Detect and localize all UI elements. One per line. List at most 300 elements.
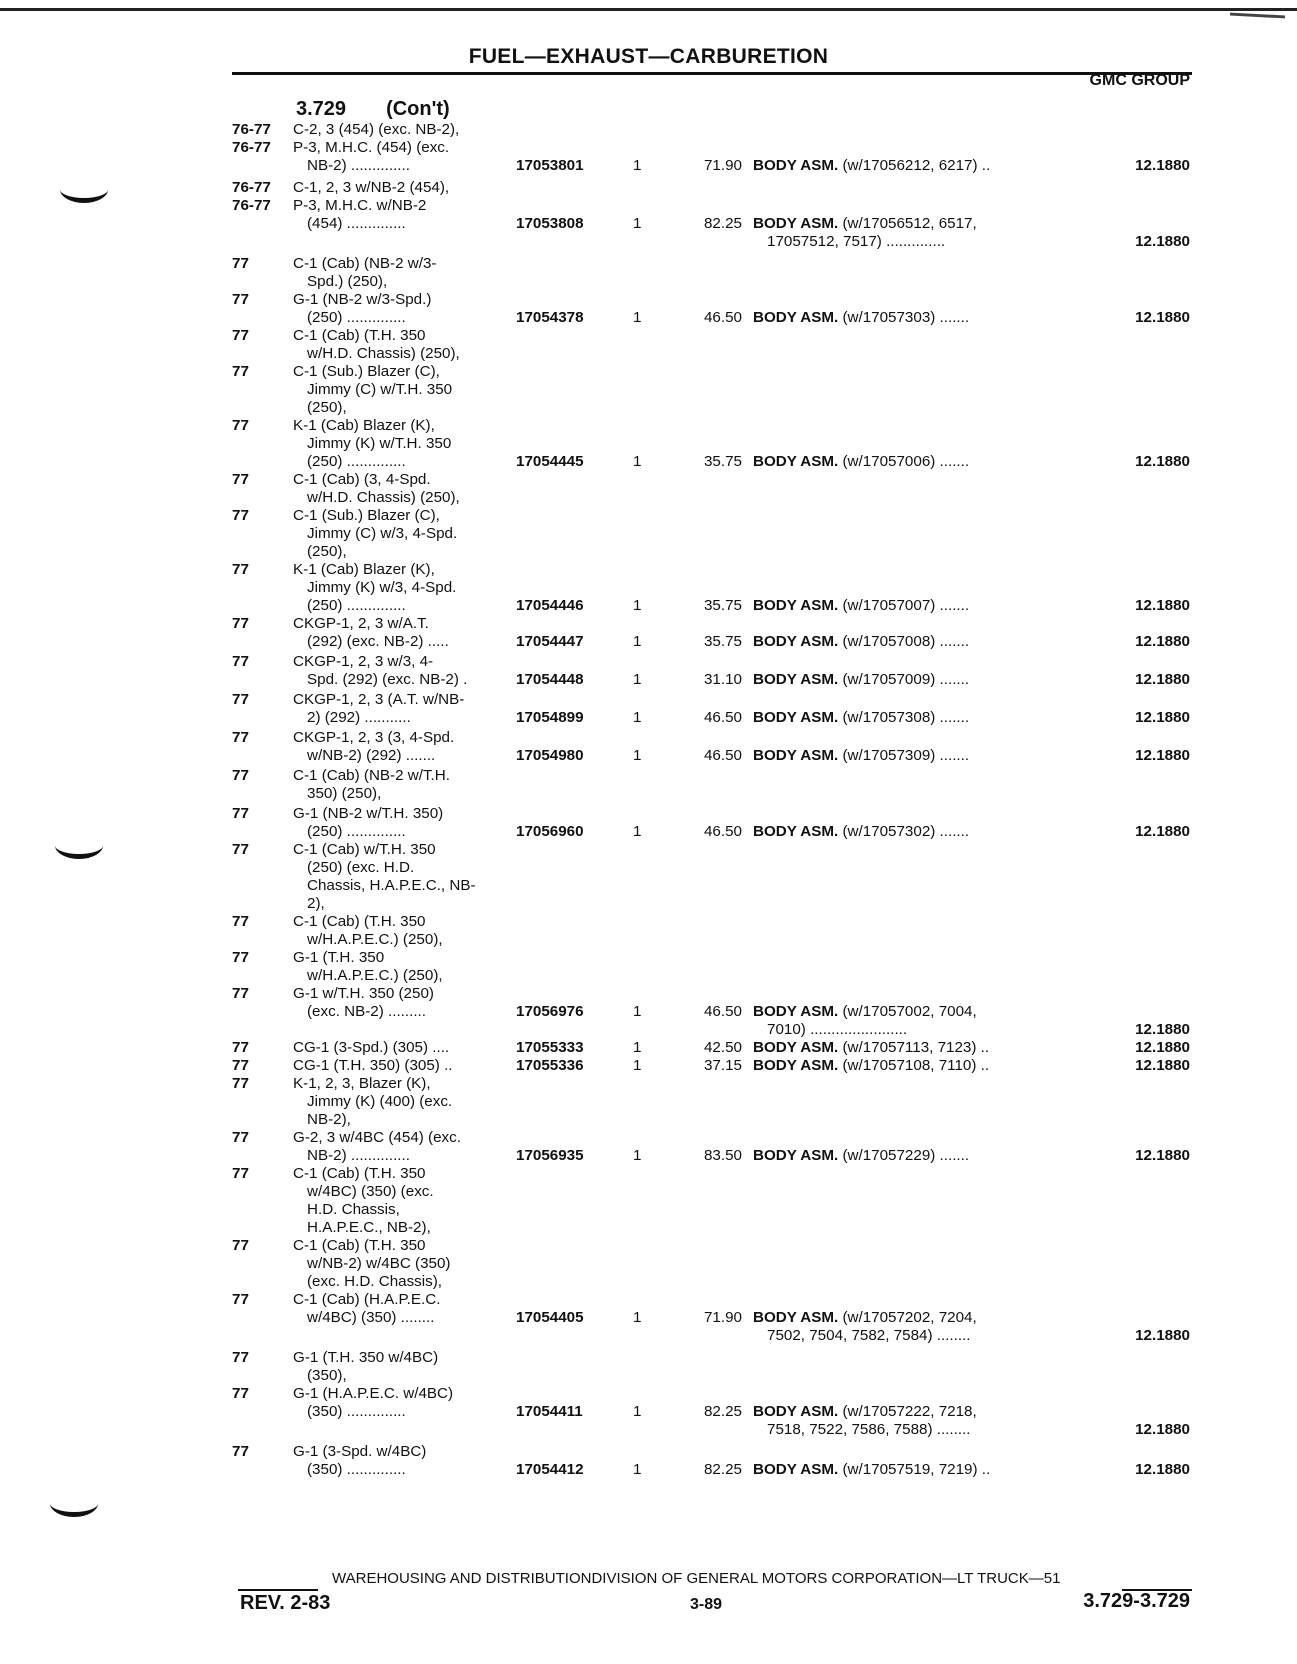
quantity: 1	[633, 709, 642, 726]
table-row	[0, 363, 1297, 381]
table-row	[0, 805, 1297, 823]
description-title: BODY ASM.	[753, 1147, 839, 1164]
table-row	[0, 785, 1297, 803]
description-detail: (w/17057222, 7218,	[838, 1403, 977, 1420]
application: C-1 (Sub.) Blazer (C),	[293, 507, 440, 524]
model-year: 77	[232, 1291, 249, 1308]
application: Jimmy (K) (400) (exc.	[307, 1093, 453, 1110]
application: P-3, M.H.C. w/NB-2	[293, 197, 427, 214]
description	[753, 1461, 990, 1479]
table-row	[0, 597, 1297, 615]
model-year: 77	[232, 1349, 249, 1366]
group-number: 12.1880	[1135, 747, 1190, 764]
table-row	[0, 967, 1297, 985]
table-row	[0, 1057, 1297, 1075]
part-number: 17054445	[516, 453, 584, 470]
application: C-1 (Cab) w/T.H. 350	[293, 841, 436, 858]
model-year: 77	[232, 417, 249, 434]
scan-edge-mark	[1230, 13, 1285, 19]
application: G-1 (H.A.P.E.C. w/4BC)	[293, 1385, 454, 1402]
description-title: BODY ASM.	[753, 1461, 839, 1478]
application: C-1, 2, 3 w/NB-2 (454),	[293, 179, 450, 196]
part-number: 17054405	[516, 1309, 584, 1326]
description	[753, 157, 990, 175]
model-year: 77	[232, 767, 249, 784]
application: G-1 (NB-2 w/3-Spd.)	[293, 291, 432, 308]
table-row	[0, 931, 1297, 949]
quantity: 1	[633, 1403, 642, 1420]
table-row	[0, 1385, 1297, 1403]
application: G-1 (3-Spd. w/4BC)	[293, 1443, 427, 1460]
model-year: 77	[232, 561, 249, 578]
section-continued: (Con't)	[386, 98, 450, 120]
description-detail: (w/17057229) .......	[838, 1147, 970, 1164]
table-row	[0, 1039, 1297, 1057]
application: NB-2),	[307, 1111, 351, 1128]
application: (250) (exc. H.D.	[307, 859, 415, 876]
application: (350) ..............	[307, 1403, 406, 1420]
table-row	[0, 841, 1297, 859]
part-number: 17053801	[516, 157, 584, 174]
application: C-1 (Cab) (T.H. 350	[293, 913, 426, 930]
model-year: 77	[232, 985, 249, 1002]
description-title: BODY ASM.	[753, 1039, 839, 1056]
price: 46.50	[703, 309, 742, 326]
description	[753, 215, 977, 233]
page-number: 3-89	[690, 1596, 723, 1613]
table-row	[0, 1309, 1297, 1327]
application: Spd.) (250),	[307, 273, 388, 290]
quantity: 1	[633, 1309, 642, 1326]
price: 71.90	[703, 157, 742, 174]
application: CKGP-1, 2, 3 w/3, 4-	[293, 653, 434, 670]
description-title: BODY ASM.	[753, 747, 839, 764]
group-number: 12.1880	[1135, 1147, 1190, 1164]
application: 2) (292) ...........	[307, 709, 411, 726]
description	[767, 1421, 971, 1439]
quantity: 1	[633, 1147, 642, 1164]
model-year: 77	[232, 615, 249, 632]
part-number: 17056976	[516, 1003, 584, 1020]
price: 31.10	[703, 671, 742, 688]
price: 46.50	[703, 747, 742, 764]
application: w/4BC) (350) ........	[307, 1309, 435, 1326]
table-row	[0, 877, 1297, 895]
application: G-1 (T.H. 350	[293, 949, 385, 966]
part-number: 17054378	[516, 309, 584, 326]
table-row	[0, 1111, 1297, 1129]
application: (250) ..............	[307, 453, 406, 470]
model-year: 76-77	[232, 179, 271, 196]
quantity: 1	[633, 1039, 642, 1056]
model-year: 77	[232, 363, 249, 380]
table-row	[0, 1237, 1297, 1255]
table-row	[0, 1421, 1297, 1439]
quantity: 1	[633, 671, 642, 688]
table-row	[0, 381, 1297, 399]
application: C-1 (Cab) (H.A.P.E.C.	[293, 1291, 441, 1308]
footer-publisher: WAREHOUSING AND DISTRIBUTIONDIVISION OF GENERAL MOTORS CORPORATION—LT TRUCK—51	[332, 1570, 1061, 1587]
application: K-1 (Cab) Blazer (K),	[293, 561, 435, 578]
description-title: BODY ASM.	[753, 453, 839, 470]
description-title: BODY ASM.	[753, 215, 839, 232]
application: C-1 (Cab) (NB-2 w/T.H.	[293, 767, 450, 784]
description-detail: (w/17057302) .......	[838, 823, 970, 840]
description	[753, 633, 969, 651]
table-row	[0, 1021, 1297, 1039]
description-detail: 17057512, 7517) ..............	[767, 233, 946, 250]
group-number: 12.1880	[1135, 233, 1190, 250]
application: G-1 (NB-2 w/T.H. 350)	[293, 805, 444, 822]
price: 82.25	[703, 1461, 742, 1478]
description	[753, 1309, 977, 1327]
application: (292) (exc. NB-2) .....	[307, 633, 449, 650]
part-number: 17055336	[516, 1057, 584, 1074]
quantity: 1	[633, 453, 642, 470]
table-row	[0, 633, 1297, 651]
description-title: BODY ASM.	[753, 1003, 839, 1020]
table-row	[0, 399, 1297, 417]
footer-rule-left	[238, 1589, 318, 1591]
description-title: BODY ASM.	[753, 1403, 839, 1420]
model-year: 77	[232, 913, 249, 930]
application: (250) ..............	[307, 823, 406, 840]
model-year: 77	[232, 1165, 249, 1182]
model-year: 77	[232, 327, 249, 344]
quantity: 1	[633, 597, 642, 614]
description	[753, 1403, 977, 1421]
description	[753, 823, 969, 841]
description-detail: (w/17057009) .......	[838, 671, 970, 688]
header-rule	[232, 72, 1192, 75]
model-year: 77	[232, 949, 249, 966]
application: w/H.A.P.E.C.) (250),	[307, 931, 443, 948]
table-row	[0, 309, 1297, 327]
group-number: 12.1880	[1135, 1039, 1190, 1056]
price: 82.25	[703, 1403, 742, 1420]
description-detail: (w/17056512, 6517,	[838, 215, 977, 232]
application: w/H.D. Chassis) (250),	[307, 345, 460, 362]
part-number: 17054980	[516, 747, 584, 764]
table-row	[0, 1367, 1297, 1385]
application: CKGP-1, 2, 3 (A.T. w/NB-	[293, 691, 465, 708]
application: K-1, 2, 3, Blazer (K),	[293, 1075, 431, 1092]
model-year: 77	[232, 691, 249, 708]
description-detail: (w/17057006) .......	[838, 453, 970, 470]
price: 37.15	[703, 1057, 742, 1074]
table-row	[0, 859, 1297, 877]
application: 350) (250),	[307, 785, 382, 802]
application: (350),	[307, 1367, 347, 1384]
description-title: BODY ASM.	[753, 823, 839, 840]
description	[753, 597, 969, 615]
model-year: 77	[232, 1385, 249, 1402]
description	[753, 309, 969, 327]
table-row	[0, 233, 1297, 251]
table-row	[0, 1461, 1297, 1479]
group-number: 12.1880	[1135, 1327, 1190, 1344]
group-number: 12.1880	[1135, 1021, 1190, 1038]
table-row	[0, 1327, 1297, 1345]
table-row	[0, 327, 1297, 345]
application: w/NB-2) w/4BC (350)	[307, 1255, 451, 1272]
table-row	[0, 525, 1297, 543]
table-row	[0, 615, 1297, 633]
application: Chassis, H.A.P.E.C., NB-	[307, 877, 476, 894]
group-label: GMC GROUP	[1089, 72, 1190, 89]
model-year: 76-77	[232, 197, 271, 214]
description-detail: (w/17057202, 7204,	[838, 1309, 977, 1326]
table-row	[0, 1165, 1297, 1183]
quantity: 1	[633, 215, 642, 232]
application: C-2, 3 (454) (exc. NB-2),	[293, 121, 460, 138]
table-row	[0, 1291, 1297, 1309]
group-number: 12.1880	[1135, 1461, 1190, 1478]
model-year: 77	[232, 1039, 249, 1056]
table-row	[0, 1129, 1297, 1147]
description-detail: (w/17057519, 7219) ..	[838, 1461, 991, 1478]
group-number: 12.1880	[1135, 157, 1190, 174]
table-row	[0, 1219, 1297, 1237]
application: w/H.D. Chassis) (250),	[307, 489, 460, 506]
application: K-1 (Cab) Blazer (K),	[293, 417, 435, 434]
description	[753, 453, 969, 471]
price: 35.75	[703, 633, 742, 650]
table-row	[0, 291, 1297, 309]
application: CG-1 (T.H. 350) (305) ..	[293, 1057, 453, 1074]
table-row	[0, 1147, 1297, 1165]
section-heading	[296, 98, 450, 121]
section-number: 3.729	[296, 98, 347, 120]
price: 82.25	[703, 215, 742, 232]
table-row	[0, 179, 1297, 197]
table-row	[0, 157, 1297, 175]
model-year: 77	[232, 805, 249, 822]
model-year: 77	[232, 841, 249, 858]
application: (exc. NB-2) .........	[307, 1003, 426, 1020]
application: Jimmy (K) w/T.H. 350	[307, 435, 452, 452]
model-year: 77	[232, 1129, 249, 1146]
application: (exc. H.D. Chassis),	[307, 1273, 443, 1290]
table-row	[0, 1255, 1297, 1273]
table-row	[0, 1003, 1297, 1021]
table-row	[0, 273, 1297, 291]
table-row	[0, 1183, 1297, 1201]
table-row	[0, 543, 1297, 561]
table-row	[0, 489, 1297, 507]
description	[753, 671, 969, 689]
table-row	[0, 121, 1297, 139]
application: NB-2) ..............	[307, 157, 410, 174]
table-row	[0, 507, 1297, 525]
description	[753, 1039, 989, 1057]
table-row	[0, 949, 1297, 967]
table-row	[0, 139, 1297, 157]
group-number: 12.1880	[1135, 633, 1190, 650]
application: w/4BC) (350) (exc.	[307, 1183, 434, 1200]
description-detail: (w/17057002, 7004,	[838, 1003, 977, 1020]
application: Jimmy (C) w/3, 4-Spd.	[307, 525, 458, 542]
application: H.D. Chassis,	[307, 1201, 400, 1218]
table-row	[0, 453, 1297, 471]
table-row	[0, 345, 1297, 363]
application: CKGP-1, 2, 3 w/A.T.	[293, 615, 429, 632]
application: H.A.P.E.C., NB-2),	[307, 1219, 431, 1236]
table-row	[0, 1273, 1297, 1291]
application: CKGP-1, 2, 3 (3, 4-Spd.	[293, 729, 455, 746]
table-row	[0, 691, 1297, 709]
quantity: 1	[633, 1003, 642, 1020]
application: (250),	[307, 543, 347, 560]
model-year: 77	[232, 1057, 249, 1074]
part-number: 17054411	[516, 1403, 583, 1420]
model-year: 76-77	[232, 139, 271, 156]
model-year: 77	[232, 255, 249, 272]
description-title: BODY ASM.	[753, 709, 839, 726]
price: 35.75	[703, 453, 742, 470]
application: G-1 (T.H. 350 w/4BC)	[293, 1349, 439, 1366]
description-detail: (w/17056212, 6217) ..	[838, 157, 991, 174]
part-number: 17055333	[516, 1039, 584, 1056]
description-title: BODY ASM.	[753, 309, 839, 326]
table-row	[0, 255, 1297, 273]
scan-edge-line	[0, 8, 1297, 11]
table-row	[0, 215, 1297, 233]
group-number: 12.1880	[1135, 1057, 1190, 1074]
table-row	[0, 985, 1297, 1003]
description-title: BODY ASM.	[753, 633, 839, 650]
model-year: 77	[232, 1237, 249, 1254]
group-number: 12.1880	[1135, 597, 1190, 614]
price: 42.50	[703, 1039, 742, 1056]
group-number: 12.1880	[1135, 671, 1190, 688]
part-number: 17056960	[516, 823, 584, 840]
application: C-1 (Sub.) Blazer (C),	[293, 363, 440, 380]
table-row	[0, 1349, 1297, 1367]
description-detail: (w/17057007) .......	[838, 597, 970, 614]
application: CG-1 (3-Spd.) (305) ....	[293, 1039, 450, 1056]
table-row	[0, 747, 1297, 765]
quantity: 1	[633, 309, 642, 326]
quantity: 1	[633, 747, 642, 764]
price: 46.50	[703, 709, 742, 726]
price: 46.50	[703, 823, 742, 840]
group-number: 12.1880	[1135, 309, 1190, 326]
price: 35.75	[703, 597, 742, 614]
application: Jimmy (K) w/3, 4-Spd.	[307, 579, 457, 596]
description	[753, 709, 969, 727]
model-year: 77	[232, 653, 249, 670]
model-year: 77	[232, 471, 249, 488]
part-number: 17054447	[516, 633, 584, 650]
part-number: 17054412	[516, 1461, 584, 1478]
table-row	[0, 417, 1297, 435]
quantity: 1	[633, 633, 642, 650]
quantity: 1	[633, 1057, 642, 1074]
price: 46.50	[703, 1003, 742, 1020]
description-detail: (w/17057309) .......	[838, 747, 970, 764]
application: G-2, 3 w/4BC (454) (exc.	[293, 1129, 461, 1146]
group-number: 12.1880	[1135, 823, 1190, 840]
description	[753, 1003, 977, 1021]
model-year: 77	[232, 291, 249, 308]
application: C-1 (Cab) (T.H. 350	[293, 1165, 426, 1182]
description	[767, 233, 945, 251]
part-number: 17053808	[516, 215, 584, 232]
application: (250),	[307, 399, 347, 416]
description	[767, 1021, 907, 1039]
table-row	[0, 1201, 1297, 1219]
table-row	[0, 579, 1297, 597]
table-row	[0, 471, 1297, 489]
description	[753, 1057, 989, 1075]
application: C-1 (Cab) (T.H. 350	[293, 327, 426, 344]
part-number: 17054448	[516, 671, 584, 688]
model-year: 77	[232, 729, 249, 746]
description-title: BODY ASM.	[753, 157, 839, 174]
table-row	[0, 1075, 1297, 1093]
description-detail: 7010) .......................	[767, 1021, 908, 1038]
description	[767, 1327, 971, 1345]
description-title: BODY ASM.	[753, 671, 839, 688]
model-year: 77	[232, 1075, 249, 1092]
model-year: 77	[232, 1443, 249, 1460]
part-number: 17054899	[516, 709, 584, 726]
description	[753, 747, 969, 765]
table-row	[0, 671, 1297, 689]
application: w/NB-2) (292) .......	[307, 747, 436, 764]
quantity: 1	[633, 823, 642, 840]
application: Spd. (292) (exc. NB-2) .	[307, 671, 468, 688]
quantity: 1	[633, 1461, 642, 1478]
application: NB-2) ..............	[307, 1147, 410, 1164]
group-number: 12.1880	[1135, 453, 1190, 470]
table-row	[0, 435, 1297, 453]
application: P-3, M.H.C. (454) (exc.	[293, 139, 450, 156]
application: C-1 (Cab) (NB-2 w/3-	[293, 255, 437, 272]
model-year: 77	[232, 507, 249, 524]
description-detail: (w/17057108, 7110) ..	[838, 1057, 990, 1074]
application: C-1 (Cab) (3, 4-Spd.	[293, 471, 431, 488]
description-detail: 7518, 7522, 7586, 7588) ........	[767, 1421, 971, 1438]
application: 2),	[307, 895, 325, 912]
table-row	[0, 1443, 1297, 1461]
description-detail: (w/17057303) .......	[838, 309, 970, 326]
application: (250) ..............	[307, 597, 406, 614]
application: C-1 (Cab) (T.H. 350	[293, 1237, 426, 1254]
table-row	[0, 653, 1297, 671]
description-detail: 7502, 7504, 7582, 7584) ........	[767, 1327, 971, 1344]
table-row	[0, 767, 1297, 785]
group-number: 12.1880	[1135, 709, 1190, 726]
application: (350) ..............	[307, 1461, 406, 1478]
description-detail: (w/17057113, 7123) ..	[838, 1039, 990, 1056]
application: (250) ..............	[307, 309, 406, 326]
part-number: 17056935	[516, 1147, 584, 1164]
application: Jimmy (C) w/T.H. 350	[307, 381, 453, 398]
description-title: BODY ASM.	[753, 597, 839, 614]
binder-hole-mark	[50, 1490, 98, 1517]
table-row	[0, 561, 1297, 579]
description-detail: (w/17057308) .......	[838, 709, 970, 726]
group-number: 12.1880	[1135, 1421, 1190, 1438]
table-row	[0, 823, 1297, 841]
price: 71.90	[703, 1309, 742, 1326]
table-row	[0, 197, 1297, 215]
application: (454) ..............	[307, 215, 406, 232]
part-number: 17054446	[516, 597, 584, 614]
table-row	[0, 729, 1297, 747]
